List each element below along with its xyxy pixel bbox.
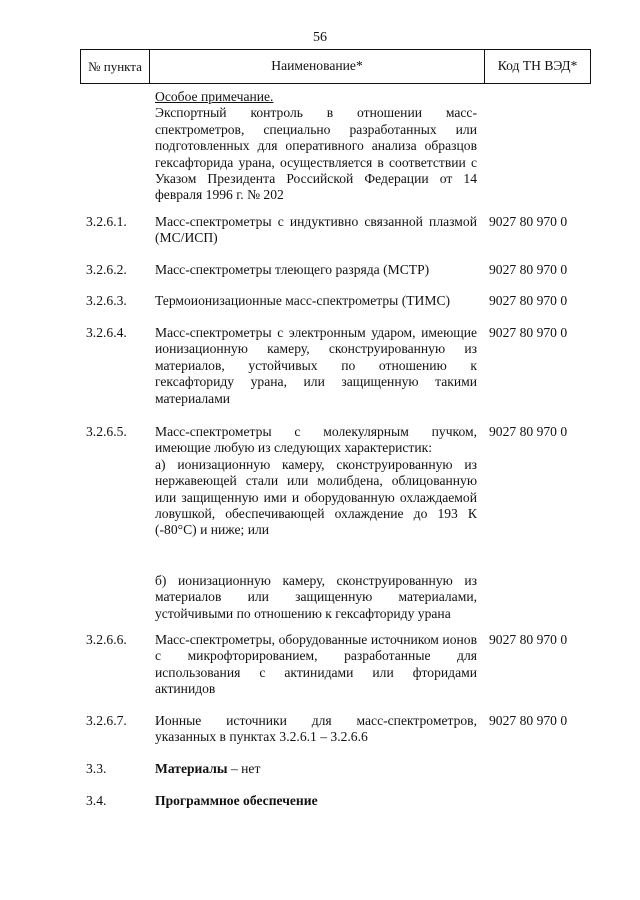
item-code: 9027 80 970 0 [489,293,568,308]
section-title: Материалы [155,761,228,776]
item-code: 9027 80 970 0 [489,325,568,340]
header-name-column: Наименование* [150,50,485,83]
page-number: 56 [313,30,327,45]
item-code: 9027 80 970 0 [489,262,568,277]
item-code: 9027 80 970 0 [489,214,568,229]
item-number: 3.2.6.4. [86,325,127,340]
header-code-column: Код ТН ВЭД* [497,58,578,74]
table-header [80,49,591,84]
item-number: 3.2.6.5. [86,424,127,439]
note-title: Особое примечание. [155,89,274,104]
item-name: Масс-спектрометры с индуктивно связанной плазмой (МС/ИСП) [155,214,477,246]
item-name: Масс-спектрометры с молекулярным пучком, имеющие любую из следующих характеристик: [155,424,477,456]
item-code: 9027 80 970 0 [489,713,568,728]
note-text: Экспортный контроль в отношении масс-спектрометров, специально разработанных или подготовленных для оперативного анализа образцов гексафторида урана, осуществляется в соответствии с Указом Президента Российской Федерации от 14 февраля 1996 г. № 202 [155,105,477,203]
item-subitem-a: а) ионизационную камеру, сконструированную из нержавеющей стали или молибдена, облицованную или защищенную ими и оборудованную охлаждаемой ловушкой, обеспечивающей охлаждение до 193 К (-80°С) и ниже; или [155,456,477,538]
item-number: 3.2.6.6. [86,632,127,647]
item-name: Термоионизационные масс-спектрометры (ТИМС) [155,293,451,308]
item-code: 9027 80 970 0 [489,632,568,647]
item-name: Масс-спектрометры с электронным ударом, имеющие ионизационную камеру, сконструированную из материалов, устойчивых по отношению к гексафториду урана, или защищенную такими материалами [155,325,477,406]
item-number: 3.2.6.2. [86,262,127,277]
section-suffix: – нет [227,761,261,776]
item-code: 9027 80 970 0 [489,424,568,439]
header-number-column: № пункта [81,50,150,83]
item-number: 3.2.6.3. [86,293,127,308]
item-number: 3.2.6.7. [86,713,127,728]
item-subitem-b: б) ионизационную камеру, сконструированную из материалов или защищенную материалами, устойчивыми по отношению к гексафториду урана [155,572,477,621]
item-name: Ионные источники для масс-спектрометров, указанных в пунктах 3.2.6.1 – 3.2.6.6 [155,713,477,745]
item-name: Масс-спектрометры, оборудованные источником ионов с микрофторированием, разработанные для использования с актинидами или фторидами актинидов [155,632,477,697]
section-title: Программное обеспечение [155,793,318,808]
section-number: 3.4. [86,793,107,808]
item-name: Масс-спектрометры тлеющего разряда (МСТР) [155,262,430,277]
section-number: 3.3. [86,761,107,776]
item-number: 3.2.6.1. [86,214,127,229]
